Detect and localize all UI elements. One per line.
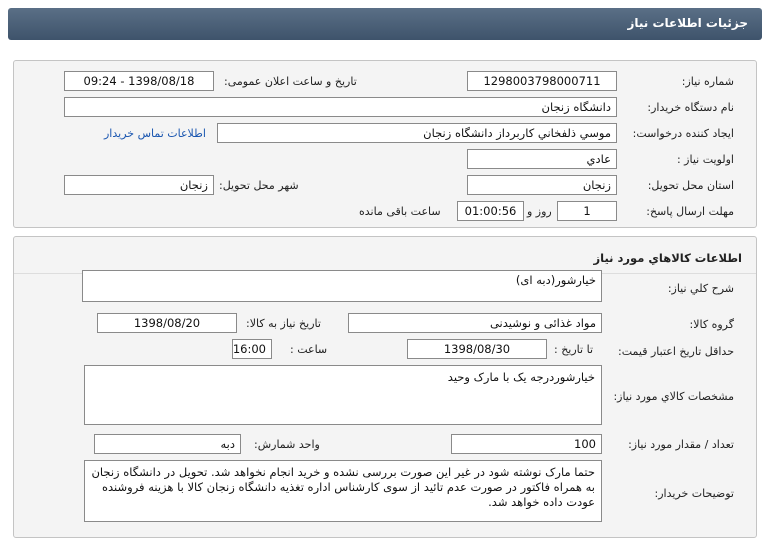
summary-label: شرح كلي نياز: <box>667 282 734 295</box>
buyer-org-label: نام دستگاه خریدار: <box>647 101 734 114</box>
price-validity-label: حداقل تاریخ اعتبار قیمت: <box>618 345 734 358</box>
page-header <box>8 8 762 40</box>
page-title: جزئیات اطلاعات نیاز <box>627 16 748 30</box>
until-date-label: تا تاریخ : <box>554 343 593 356</box>
goods-group-field[interactable]: مواد غذائی و نوشیدنی <box>348 313 602 333</box>
need-date-label: تاریخ نیاز به کالا: <box>246 317 321 330</box>
buyer-contact-link[interactable]: اطلاعات تماس خریدار <box>104 127 206 140</box>
goods-info-panel <box>13 236 757 538</box>
until-date-field[interactable]: 1398/08/30 <box>407 339 547 359</box>
summary-field[interactable]: خيارشور(دبه اى) <box>82 270 602 302</box>
creator-label: ایجاد کننده درخواست: <box>632 127 734 140</box>
priority-field[interactable]: عادي <box>467 149 617 169</box>
hour-field[interactable]: 16:00 <box>232 339 272 359</box>
buyer-org-field[interactable]: دانشگاه زنجان <box>64 97 617 117</box>
creator-field[interactable]: موسي ذلفخاني كاربرداز دانشگاه زنجان <box>217 123 617 143</box>
need-number-label: شماره نیاز: <box>681 75 734 88</box>
day-and-label: روز و <box>527 205 552 218</box>
deadline-label: مهلت ارسال پاسخ: <box>646 205 734 218</box>
remaining-label: ساعت باقی مانده <box>359 205 441 218</box>
need-number-field[interactable]: 1298003798000711 <box>467 71 617 91</box>
need-info-panel <box>13 60 757 228</box>
announce-date-label: تاریخ و ساعت اعلان عمومی: <box>224 75 357 88</box>
spec-field[interactable]: خيارشوردرجه يک با مارک وحيد <box>84 365 602 425</box>
province-field[interactable]: زنجان <box>467 175 617 195</box>
buyer-notes-field[interactable]: حتما مارک نوشته شود در غیر این صورت بررسی نشده و خرید انجام نخواهد شد. تحویل در دانشگاه زنجان به همراه فاکتور در صورت عدم تائید از سوی کارشناس اداره تغذیه دانشگاه زنجان کالا با هزینه فروشنده عودت داده خواهد شد. <box>84 460 602 522</box>
unit-label: واحد شمارش: <box>254 438 320 451</box>
city-label: شهر محل تحویل: <box>219 179 299 192</box>
buyer-notes-label: توضیحات خریدار: <box>654 487 734 500</box>
priority-label: اولویت نیاز : <box>676 153 734 166</box>
goods-group-label: گروه کالا: <box>689 318 734 331</box>
goods-section-title: اطلاعات كالاهاي مورد نياز <box>593 251 742 265</box>
quantity-label: تعداد / مقدار مورد نیاز: <box>628 438 734 451</box>
quantity-field[interactable]: 100 <box>451 434 602 454</box>
city-field[interactable]: زنجان <box>64 175 214 195</box>
hour-label: ساعت : <box>290 343 328 356</box>
unit-field[interactable]: دبه <box>94 434 241 454</box>
spec-label: مشخصات كالاي مورد نياز: <box>613 390 734 403</box>
need-date-field[interactable]: 1398/08/20 <box>97 313 237 333</box>
deadline-days-field[interactable]: 1 <box>557 201 617 221</box>
province-label: استان محل تحویل: <box>647 179 734 192</box>
announce-date-field[interactable]: 1398/08/18 - 09:24 <box>64 71 214 91</box>
deadline-time-field[interactable]: 01:00:56 <box>457 201 524 221</box>
